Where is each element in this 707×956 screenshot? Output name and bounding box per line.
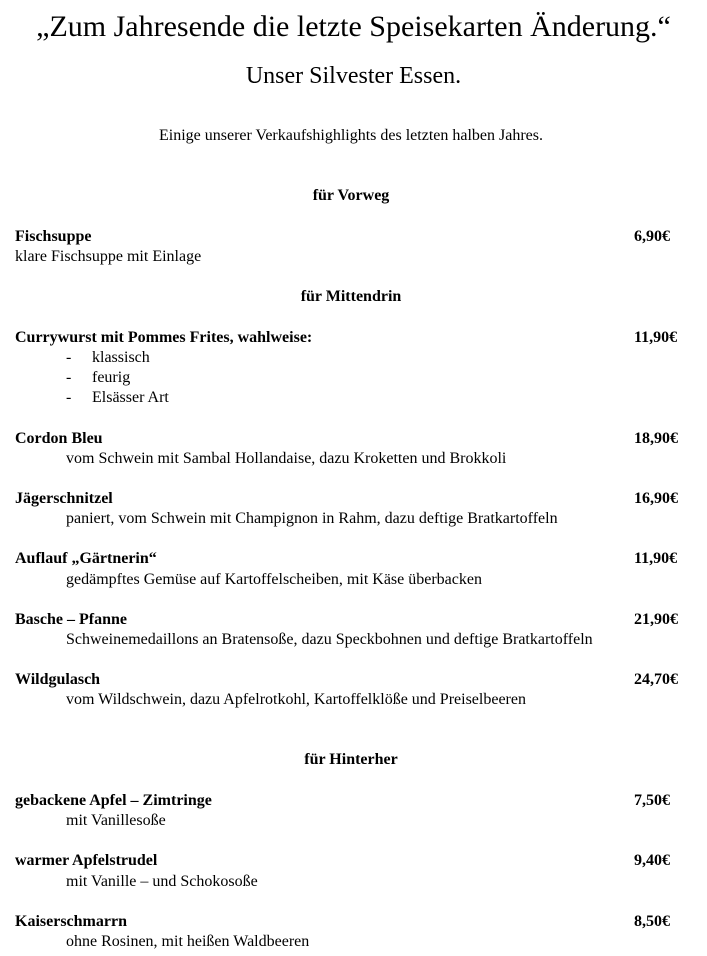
option-bullet: - [66,369,72,386]
menu-item-price: 18,90€ [634,430,678,447]
menu-item-description: klare Fischsuppe mit Einlage [15,248,202,265]
menu-item-name: Cordon Bleu [15,430,103,447]
menu-item-price: 11,90€ [634,550,678,567]
menu-item-name: Basche – Pfanne [15,611,127,628]
page-subtitle: Unser Silvester Essen. [245,63,462,89]
menu-item-option: Elsässer Art [92,389,169,406]
menu-item-description: mit Vanille – und Schokosoße [66,873,258,890]
menu-item-name: Fischsuppe [15,228,92,245]
intro-text: Einige unserer Verkaufshighlights des letzten halben Jahres. [158,127,544,144]
menu-item-description: Schweinemedaillons an Bratensoße, dazu Speckbohnen und deftige Bratkartoffeln [66,631,593,648]
menu-item-price: 24,70€ [634,671,678,688]
menu-item-name: warmer Apfelstrudel [15,852,158,869]
menu-item-name: gebackene Apfel – Zimtringe [15,792,212,809]
section-heading-mittendrin: für Mittendrin [300,288,402,305]
menu-item-option: feurig [92,369,131,386]
menu-item-name: Jägerschnitzel [15,490,113,507]
menu-item-description: vom Wildschwein, dazu Apfelrotkohl, Kartoffelklöße und Preiselbeeren [66,691,526,708]
menu-item-price: 7,50€ [634,792,670,809]
page-title: „Zum Jahresende die letzte Speisekarten Änderung.“ [36,10,671,43]
menu-item-price: 8,50€ [634,913,670,930]
menu-item-price: 6,90€ [634,228,670,245]
menu-item-option: klassisch [92,349,150,366]
menu-item-description: gedämpftes Gemüse auf Kartoffelscheiben, mit Käse überbacken [66,571,482,588]
menu-item-description: vom Schwein mit Sambal Hollandaise, dazu Kroketten und Brokkoli [66,450,507,467]
menu-item-description: paniert, vom Schwein mit Champignon in Rahm, dazu deftige Bratkartoffeln [66,510,558,527]
menu-item-price: 9,40€ [634,852,670,869]
menu-item-price: 21,90€ [634,611,678,628]
menu-item-price: 16,90€ [634,490,678,507]
menu-item-price: 11,90€ [634,329,678,346]
menu-item-name: Kaiserschmarrn [15,913,127,930]
section-heading-hinterher: für Hinterher [304,751,398,768]
section-heading-vorweg: für Vorweg [312,187,390,204]
menu-item-name: Auflauf „Gärtnerin“ [15,550,157,567]
option-bullet: - [66,389,72,406]
menu-item-name: Wildgulasch [15,671,101,688]
menu-item-description: mit Vanillesoße [66,812,166,829]
option-bullet: - [66,349,72,366]
menu-item-description: ohne Rosinen, mit heißen Waldbeeren [66,933,310,950]
menu-item-name: Currywurst mit Pommes Frites, wahlweise: [15,329,313,346]
